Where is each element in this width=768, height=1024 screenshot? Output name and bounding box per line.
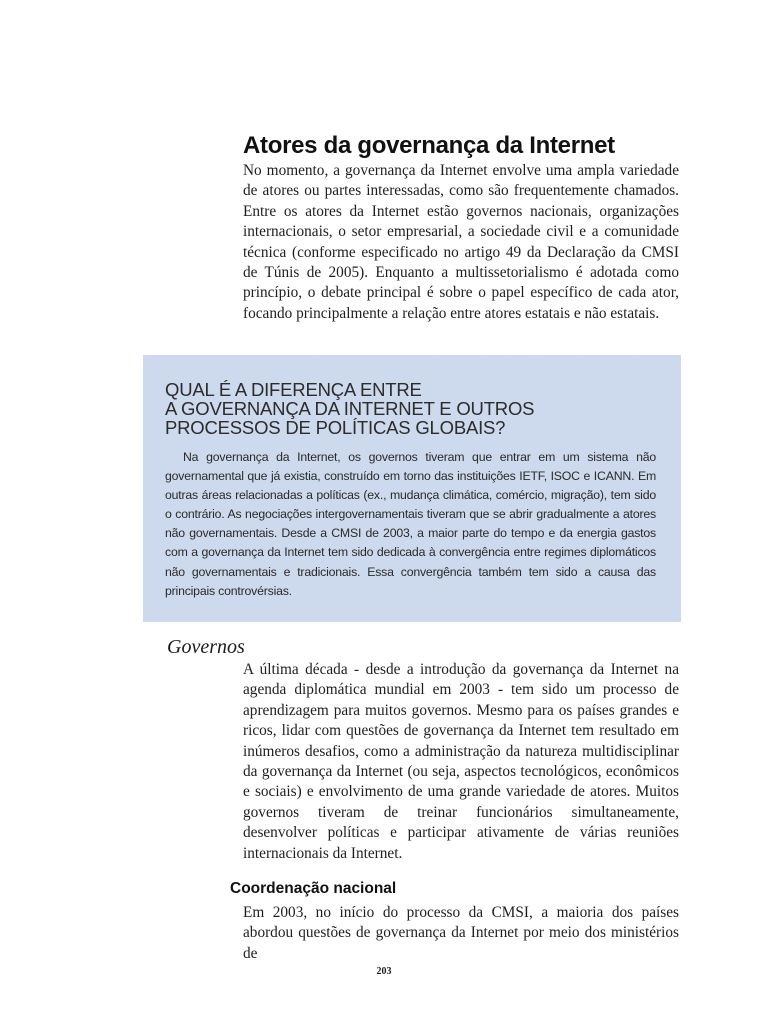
governos-heading: Governos bbox=[167, 636, 245, 658]
coordenacao-paragraph: Em 2003, no início do processo da CMSI, a maioria dos países abordou questões de governança da Internet por meio dos ministérios de bbox=[243, 904, 679, 962]
governos-paragraph: A última década - desde a introdução da governança da Internet na agenda diplomática mundial em 2003 - tem sido um processo de aprendizagem para muitos governos. Mesmo para os países grandes e ricos, lidar com questões de governança da Internet tem resultado em inúmeros desafios, como a administração da natureza multidisciplinar da governança da Internet (ou seja, aspectos tecnológicos, econômicos e sociais) e envolvimento de uma grande variedade de atores. Muitos governos tiveram de treinar funcionários simultaneamente, desenvolver políticas e participar ativamente de várias reuniões internacionais da Internet. bbox=[243, 661, 679, 862]
callout-title bbox=[165, 380, 534, 437]
page-number: 203 bbox=[376, 966, 392, 977]
callout-title-line: PROCESSOS DE POLÍTICAS GLOBAIS? bbox=[165, 417, 506, 438]
section-title: Atores da governança da Internet bbox=[243, 132, 615, 159]
coordenacao-heading: Coordenação nacional bbox=[230, 880, 397, 897]
callout-paragraph: Na governança da Internet, os governos tiveram que entrar em um sistema não governamental que já existia, construído em torno das instituições IETF, ISOC e ICANN. Em outras áreas relacionadas a políticas (ex., mudança climática, comércio, migração), tem sido o contrário. As negociações intergovernamentais tiveram que se abrir gradualmente a atores não governamentais. Desde a CMSI de 2003, a maior parte do tempo e da energia gastos com a governança da Internet tem sido dedicada à convergência entre regimes diplomáticos não governamentais e tradicionais. Essa convergência também tem sido a causa das principais controvérsias. bbox=[165, 450, 656, 598]
intro-paragraph: No momento, a governança da Internet envolve uma ampla variedade de atores ou partes interessadas, como são frequentemente chamados. Entre os atores da Internet estão governos nacionais, organizações internacionais, o setor empresarial, a sociedade civil e a comunidade técnica (conforme especificado no artigo 49 da Declaração da CMSI de Túnis de 2005). Enquanto a multissetorialismo é adotada como princípio, o debate principal é sobre o papel específico de cada ator, focando principalmente a relação entre atores estatais e não estatais. bbox=[243, 162, 679, 322]
callout-title-line: A GOVERNANÇA DA INTERNET E OUTROS bbox=[165, 398, 535, 419]
callout-title-line: QUAL É A DIFERENÇA ENTRE bbox=[165, 379, 422, 400]
